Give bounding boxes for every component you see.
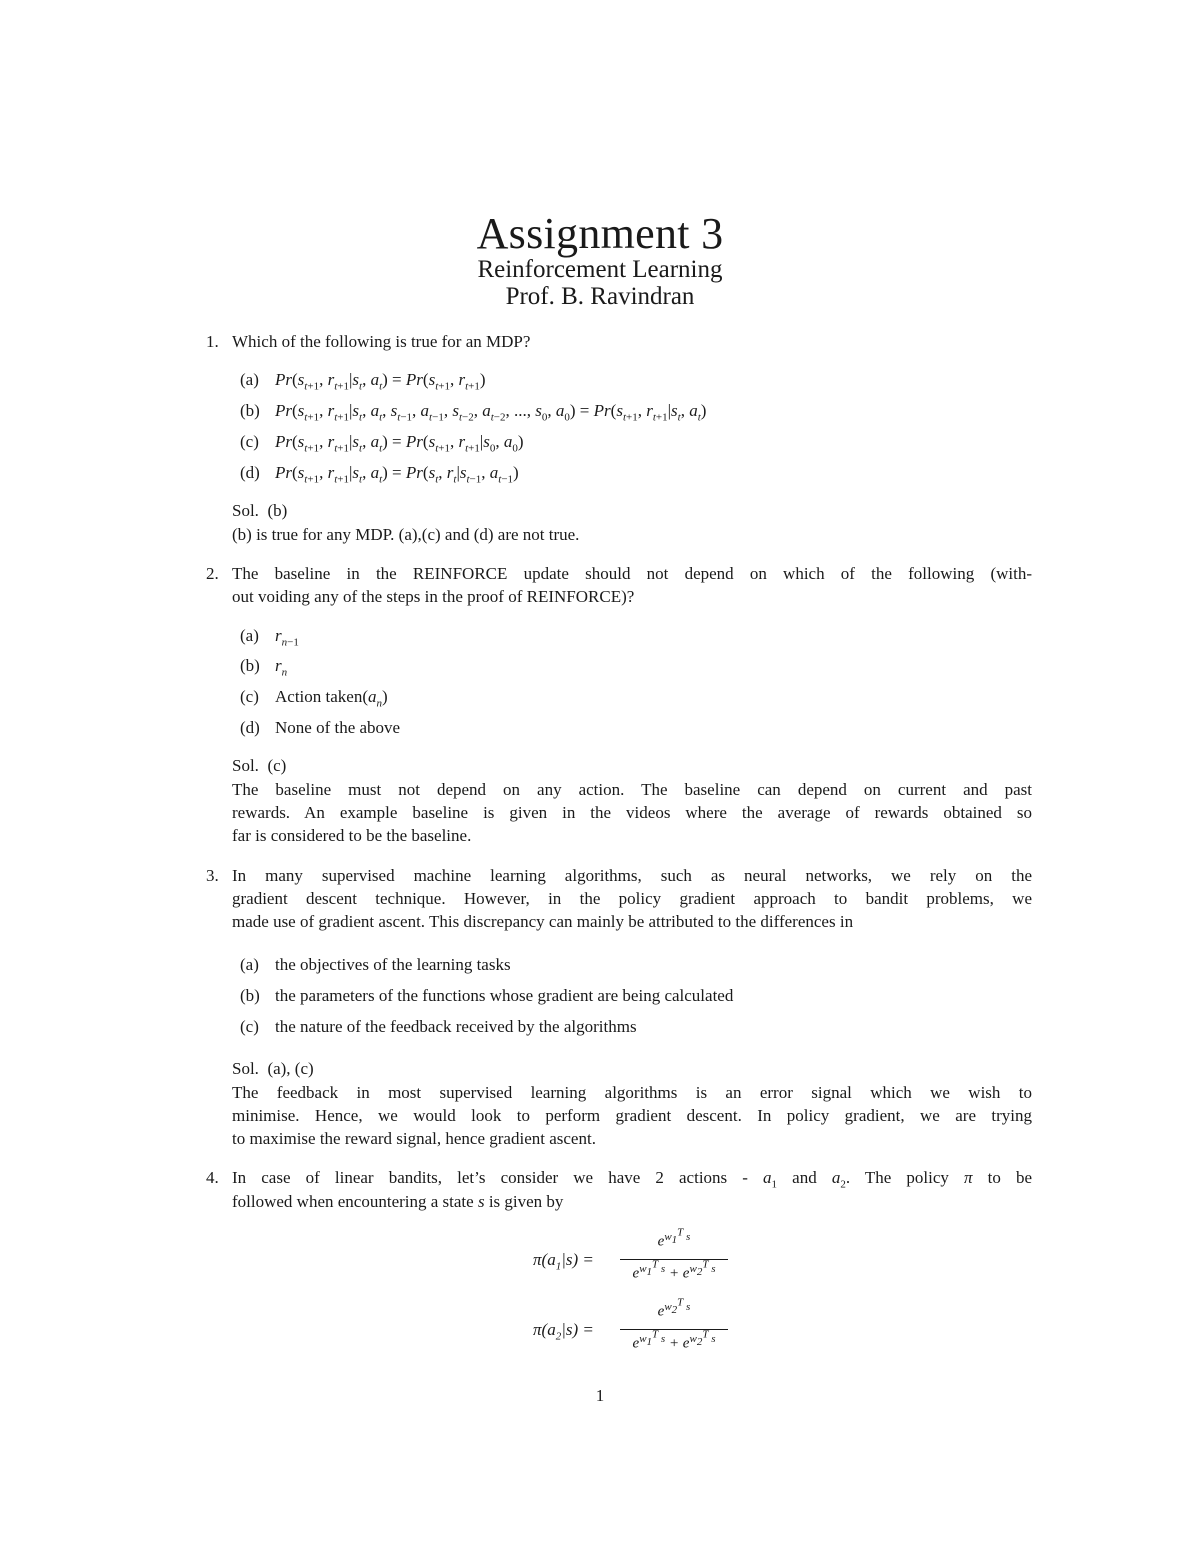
solution-explanation: minimise. Hence, we would look to perform gradient descent. In policy gradient, we are trying xyxy=(232,1106,1032,1125)
option-label: (d) xyxy=(240,718,260,737)
question-text: The baseline in the REINFORCE update should not depend on which of the following (with- xyxy=(232,564,1032,583)
option-label: (c) xyxy=(240,687,259,706)
page-number: 1 xyxy=(595,1386,605,1405)
question-number: 4. xyxy=(206,1168,219,1187)
document-author: Prof. B. Ravindran xyxy=(505,283,695,310)
option-label: (c) xyxy=(240,1017,259,1036)
option-label: (d) xyxy=(240,463,260,482)
option-formula: $r_n$ xyxy=(275,656,288,679)
option-label: (b) xyxy=(240,986,260,1005)
solution-line xyxy=(232,1059,314,1079)
option-formula: Action $taken(a_n)$ xyxy=(275,687,388,710)
document-title: Assignment 3 xyxy=(476,209,724,258)
solution-explanation: to maximise the reward signal, hence gradient ascent. xyxy=(232,1129,596,1148)
equation-lhs: $\pi(a_1|s)$ = xyxy=(533,1250,594,1273)
equation-lhs: $\pi(a_2|s)$ = xyxy=(533,1320,594,1343)
question-text: gradient descent technique. However, in the policy gradient approach to bandit problems, we xyxy=(232,889,1032,908)
question-text: followed when encountering a state s is given by xyxy=(232,1192,564,1211)
option-formula: $r_{n-1}$ xyxy=(275,626,299,649)
equation-numerator: $e^{w_2^T s}$ xyxy=(657,1296,691,1320)
question-number: 1. xyxy=(206,332,219,351)
option-label: (a) xyxy=(240,955,259,974)
equation-denominator: $e^{w_1^T s} + e^{w_2^T s}$ xyxy=(632,1328,716,1352)
solution-answer: (a), (c) xyxy=(267,1059,314,1078)
option-label: (b) xyxy=(240,401,260,420)
solution-explanation: far is considered to be the baseline. xyxy=(232,826,472,845)
solution-explanation: (b) is true for any MDP. (a),(c) and (d) are not true. xyxy=(232,525,580,544)
question-text: made use of gradient ascent. This discrepancy can mainly be attributed to the differences in xyxy=(232,912,854,931)
option-formula: $Pr(s_{t+1}$, $r_{t+1}|s_t$, $a_t$, $s_{t-1}$, $a_{t-1}$, $s_{t-2}$, $a_{t-2}$, ..., $s_0$, $a_0) = Pr(s_{t+1}$, $r_{t+1}|s_t$, $a_t$) xyxy=(275,401,707,424)
solution-answer: (b) xyxy=(267,501,288,520)
solution-line xyxy=(232,501,287,521)
solution-explanation: The feedback in most supervised learning algorithms is an error signal which we wish to xyxy=(232,1083,1032,1102)
option-label: (a) xyxy=(240,370,259,389)
option-label: (b) xyxy=(240,656,260,675)
solution-line xyxy=(232,756,286,776)
option-text: None of the above xyxy=(275,718,401,737)
option-formula: $Pr(s_{t+1}$, $r_{t+1}|s_t$, $a_t) = Pr(s_{t+1}$, $r_{t+1}$) xyxy=(275,370,486,393)
solution-explanation: rewards. An example baseline is given in the videos where the average of rewards obtained so xyxy=(232,803,1032,822)
question-text: Which of the following is true for an MDP? xyxy=(232,332,531,351)
question-text: out voiding any of the steps in the proof of REINFORCE)? xyxy=(232,587,635,606)
option-text: the objectives of the learning tasks xyxy=(275,955,511,974)
option-text: the parameters of the functions whose gradient are being calculated xyxy=(275,986,734,1005)
option-text: the nature of the feedback received by the algorithms xyxy=(275,1017,637,1036)
question-text: In case of linear bandits, let’s consider we have 2 actions - $a_1$ and $a_2$. The policy π to be xyxy=(232,1168,1033,1191)
fraction-bar xyxy=(620,1259,728,1260)
solution-label: Sol. xyxy=(232,1059,259,1078)
solution-answer: (c) xyxy=(267,756,287,775)
option-label: (a) xyxy=(240,626,259,645)
solution-explanation: The baseline must not depend on any action. The baseline can depend on current and past xyxy=(232,780,1032,799)
option-formula: $Pr(s_{t+1}$, $r_{t+1}|s_t$, $a_t) = Pr(s_t$, $r_t|s_{t-1}$, $a_{t-1}$) xyxy=(275,463,519,486)
solution-label: Sol. xyxy=(232,756,259,775)
equation-denominator: $e^{w_1^T s} + e^{w_2^T s}$ xyxy=(632,1258,716,1282)
question-number: 2. xyxy=(206,564,219,583)
option-formula: $Pr(s_{t+1}$, $r_{t+1}|s_t$, $a_t) = Pr(s_{t+1}$, $r_{t+1}|s_0$, $a_0$) xyxy=(275,432,524,455)
option-label: (c) xyxy=(240,432,259,451)
question-text: In many supervised machine learning algorithms, such as neural networks, we rely on the xyxy=(232,866,1032,885)
document-subtitle: Reinforcement Learning xyxy=(477,256,723,283)
solution-label: Sol. xyxy=(232,501,259,520)
equation-numerator: $e^{w_1^T s}$ xyxy=(657,1226,691,1250)
question-number: 3. xyxy=(206,866,219,885)
fraction-bar xyxy=(620,1329,728,1330)
